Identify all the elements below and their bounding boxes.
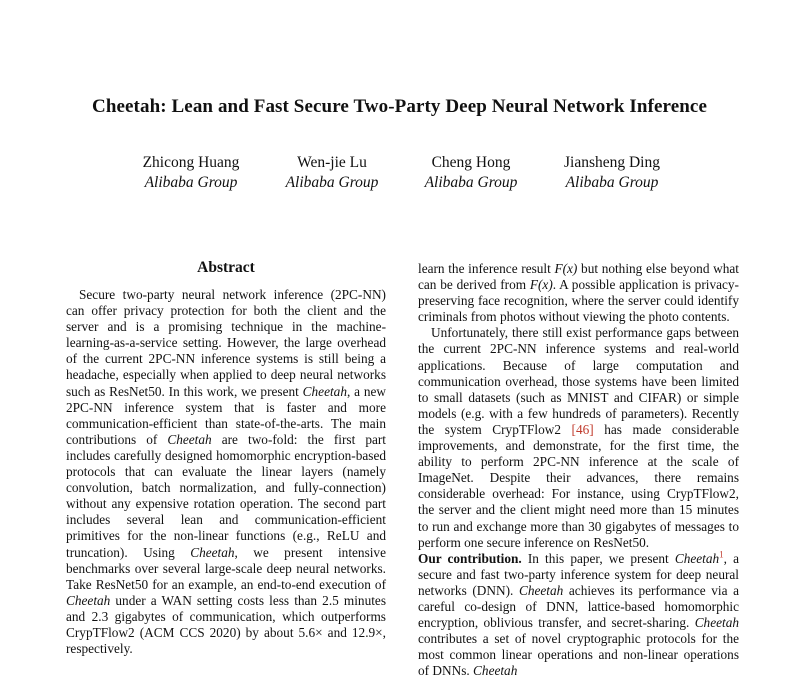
- author-name: Zhicong Huang: [142, 154, 240, 171]
- author-name: Cheng Hong: [431, 154, 511, 171]
- author-2: [252, 153, 412, 193]
- paper-title: Cheetah: Lean and Fast Secure Two-Party Deep Neural Network Inference: [92, 96, 707, 117]
- author-affiliation: Alibaba Group: [285, 174, 379, 191]
- abstract-heading: Abstract: [197, 259, 255, 276]
- author-4: [532, 153, 692, 193]
- author-1: [111, 153, 271, 193]
- author-affiliation: Alibaba Group: [565, 174, 659, 191]
- abstract-body: [66, 287, 386, 657]
- citation-link[interactable]: [46]: [571, 421, 594, 437]
- author-name: Wen-jie Lu: [297, 154, 367, 171]
- introduction-body: [418, 261, 739, 679]
- footnote-link[interactable]: 1: [719, 549, 724, 560]
- author-3: [391, 153, 551, 193]
- intro-paragraph-1: learn the inference result F(x) but nothing else beyond what can be derived from F(x). A possible application is privacy-preserving face recognition, where the server could identify criminals from photos without viewing the photo contents.: [418, 261, 739, 325]
- intro-paragraph-3: Our contribution. In this paper, we present Cheetah$^1$, a secure and fast two-party inference system for deep neural networks (DNN). Cheetah achieves its performance via a careful co-design of DNN, lattice-based homomorphic encryption, oblivious transfer, and secret-sharing. Cheetah contributes a set of novel cryptographic protocols for the most common linear operations and non-linear operations of DNNs. Cheetah: [418, 549, 739, 679]
- author-name: Jiansheng Ding: [563, 154, 660, 171]
- author-affiliation: Alibaba Group: [144, 174, 238, 191]
- intro-paragraph-2: Unfortunately, there still exist performance gaps between the current 2PC-NN inference systems and real-world applications. Because of large computation and communication overhead, those systems have been limited to small datasets (such as MNIST and CIFAR) or simple models (e.g. with a few hundreds of parameters). Recently the system CrypTFlow2 [46] has made considerable improvements, and demonstrate, for the first time, the ability to perform 2PC-NN inference at the scale of ImageNet. Despite their advances, there remains considerable overhead: For instance, using CrypTFlow2, the server and the client might need more than 15 minutes to run and exchange more than 30 gigabytes of messages to perform one secure inference on ResNet50.: [418, 325, 740, 550]
- abstract-paragraph: Secure two-party neural network inference (2PC-NN) can offer privacy protection for both the client and the server and is a promising technique in the machine-learning-as-a-service setting. However, the large overhead of the current 2PC-NN inference systems is still being a headache, especially when applied to deep neural networks such as ResNet50. In this work, we present Cheetah, a new 2PC-NN inference system that is faster and more communication-efficient than state-of-the-arts. The main contributions of Cheetah are two-fold: the first part includes carefully designed homomorphic encryption-based protocols that can evaluate the linear layers (namely convolution, batch normalization, and fully-connection) without any expensive rotation operation. The second part includes several lean and communication-efficient primitives for the non-linear functions (e.g., ReLU and truncation). Using Cheetah, we present intensive benchmarks over several large-scale deep neural networks. Take ResNet50 for an example, an end-to-end execution of Cheetah under a WAN setting costs less than 2.5 minutes and 2.3 gigabytes of communication, which outperforms CrypTFlow2 (ACM CCS 2020) by about 5.6× and 12.9×, respectively.: [66, 287, 386, 657]
- contribution-label: Our contribution.: [418, 550, 522, 566]
- author-affiliation: Alibaba Group: [424, 174, 518, 191]
